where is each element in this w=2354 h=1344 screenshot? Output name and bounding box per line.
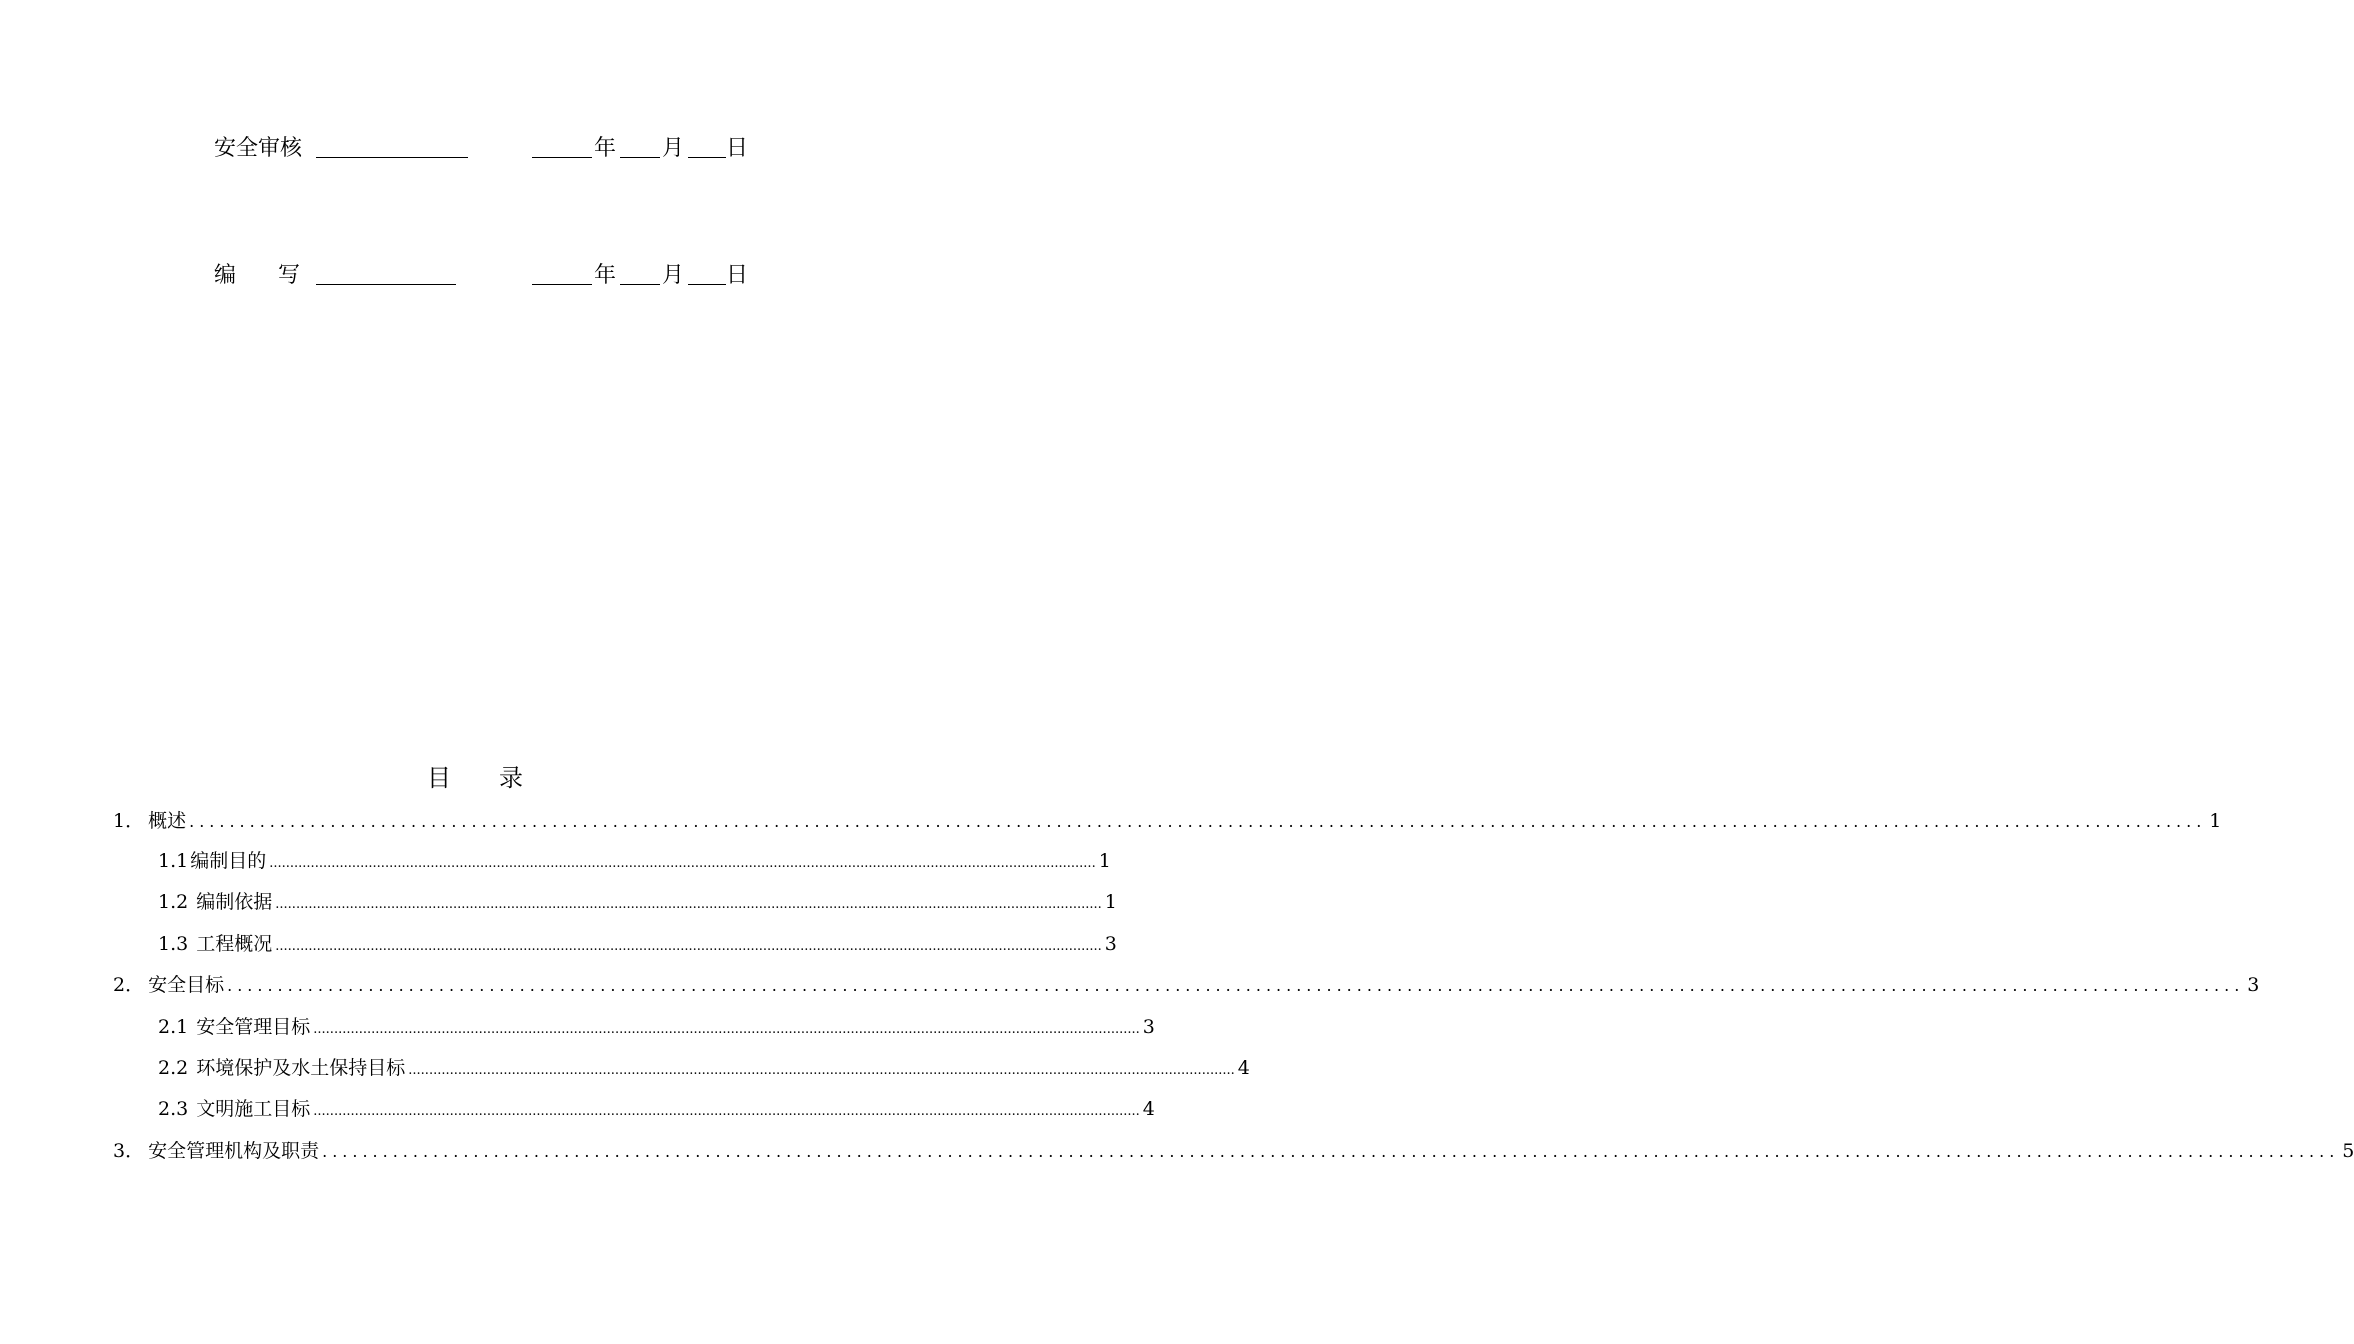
toc-entry-page: 5 xyxy=(2342,1140,2354,1162)
day-label: 日 xyxy=(726,136,749,161)
month-blank-line xyxy=(620,284,660,285)
toc-entry-number: 1.3 xyxy=(158,933,195,955)
toc-entry-title: 文明施工目标 xyxy=(196,1098,311,1120)
month-blank-line xyxy=(620,157,660,158)
toc-entry-title: 环境保护及水土保持目标 xyxy=(196,1057,406,1079)
toc-entry-title: 安全管理目标 xyxy=(196,1016,311,1038)
signature-blank-line xyxy=(316,157,468,158)
toc-entry-page: 4 xyxy=(1142,1098,1155,1120)
toc-entry[interactable] xyxy=(158,887,1117,917)
day-label: 日 xyxy=(726,263,749,288)
toc-leader-dots: ........................................................................................................................................................................................................ xyxy=(275,897,1102,912)
year-label: 年 xyxy=(594,263,617,288)
day-blank-line xyxy=(688,284,726,285)
toc-entry-number: 1.1 xyxy=(158,850,189,872)
toc-entry[interactable] xyxy=(158,1053,1250,1083)
toc-entry[interactable] xyxy=(113,806,2222,836)
toc-leader-dots: ........................................................................................................................................................................................................ xyxy=(227,976,2245,995)
toc-entry-number: 2.1 xyxy=(158,1016,195,1038)
year-label: 年 xyxy=(594,136,617,161)
toc-entry-title: 工程概况 xyxy=(196,933,273,955)
toc-entry[interactable] xyxy=(113,970,2260,1000)
toc-entry-title: 编制依据 xyxy=(196,891,273,913)
toc-entry-page: 4 xyxy=(1237,1057,1250,1079)
toc-leader-dots: ........................................................................................................................................................................................................ xyxy=(313,1104,1140,1119)
toc-leader-dots: ........................................................................................................................................................................................................ xyxy=(189,812,2207,831)
toc-entry[interactable] xyxy=(113,1136,2354,1166)
toc-entry[interactable] xyxy=(158,846,1111,876)
day-blank-line xyxy=(688,157,726,158)
toc-entry[interactable] xyxy=(158,1012,1155,1042)
toc-leader-dots: ........................................................................................................................................................................................................ xyxy=(408,1063,1235,1078)
toc-entry-page: 3 xyxy=(1104,933,1117,955)
signature-row-safety-review xyxy=(214,132,774,166)
signature-blank-line xyxy=(316,284,456,285)
toc-entry-title: 安全管理机构及职责 xyxy=(148,1140,320,1162)
toc-entry-page: 3 xyxy=(1142,1016,1155,1038)
signature-label: 安全审核 xyxy=(214,136,303,161)
toc-entry-title: 概述 xyxy=(148,810,187,832)
toc-entry-number: 2． xyxy=(113,974,145,996)
toc-leader-dots: ........................................................................................................................................................................................................ xyxy=(313,1022,1140,1037)
toc-title: 目录 xyxy=(427,764,571,792)
toc-leader-dots: ........................................................................................................................................................................................................ xyxy=(269,856,1096,871)
toc-entry[interactable] xyxy=(158,929,1117,959)
toc-entry-page: 1 xyxy=(2209,810,2222,832)
toc-entry-page: 1 xyxy=(1098,850,1111,872)
toc-entry[interactable] xyxy=(158,1094,1155,1124)
toc-entry-number: 3． xyxy=(113,1140,145,1162)
month-label: 月 xyxy=(662,263,685,288)
toc-entry-number: 2.3 xyxy=(158,1098,195,1120)
year-blank-line xyxy=(532,157,592,158)
signature-label: 编 写 xyxy=(214,263,300,288)
toc-entry-title: 编制目的 xyxy=(190,850,267,872)
toc-entry-number: 1.2 xyxy=(158,891,195,913)
toc-entry-number: 1． xyxy=(113,810,145,832)
month-label: 月 xyxy=(662,136,685,161)
toc-leader-dots: ........................................................................................................................................................................................................ xyxy=(322,1142,2340,1161)
toc-entry-number: 2.2 xyxy=(158,1057,195,1079)
toc-entry-title: 安全目标 xyxy=(148,974,225,996)
toc-leader-dots: ........................................................................................................................................................................................................ xyxy=(275,939,1102,954)
toc-entry-page: 1 xyxy=(1104,891,1117,913)
toc-entry-page: 3 xyxy=(2247,974,2260,996)
signature-row-author xyxy=(214,259,774,293)
year-blank-line xyxy=(532,284,592,285)
